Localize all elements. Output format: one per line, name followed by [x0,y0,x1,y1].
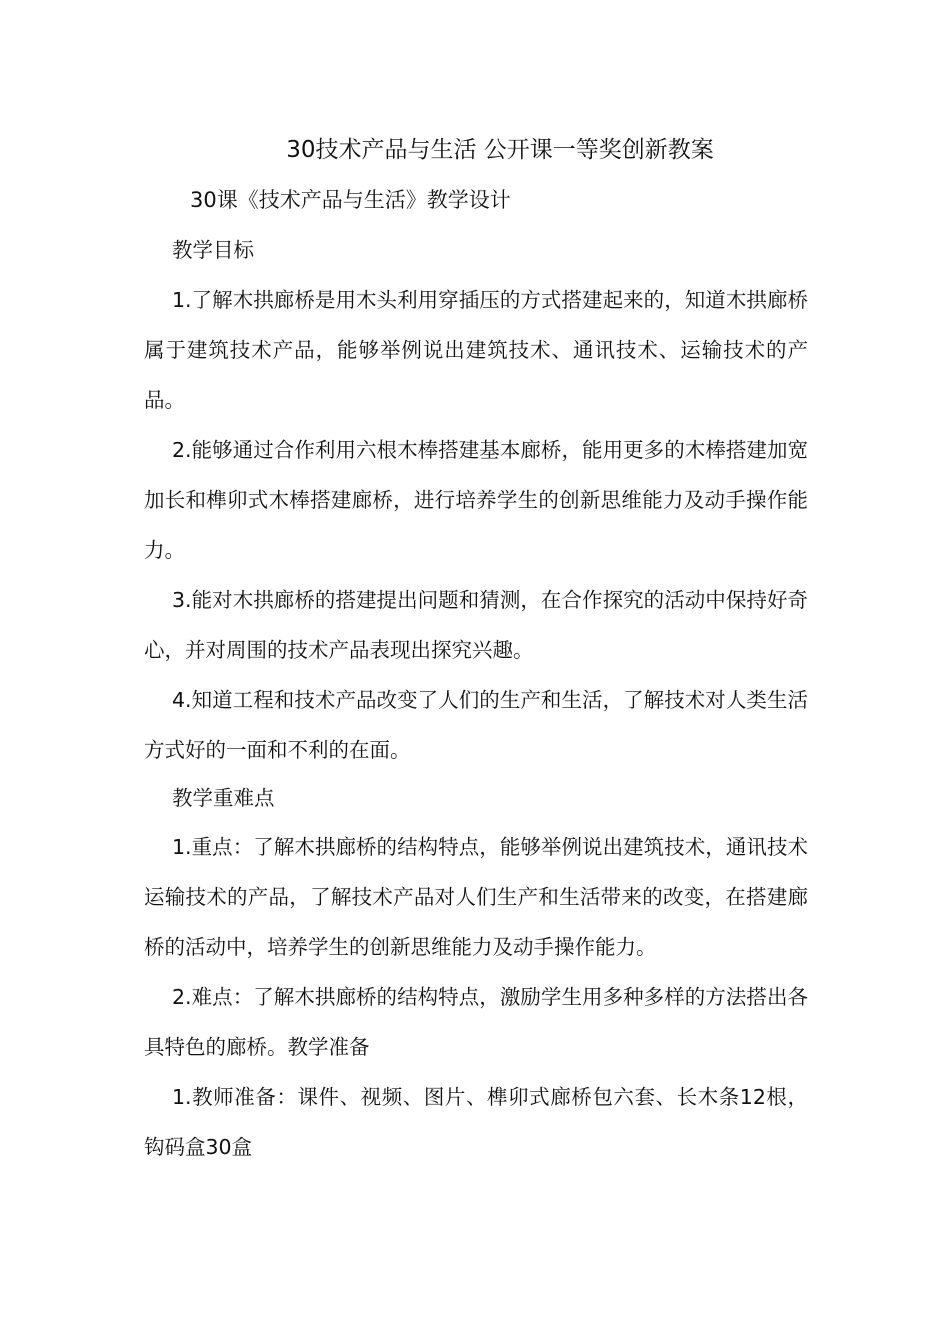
key-points-block [144,822,808,1172]
document-title: 30技术产品与生活 公开课一等奖创新教案 [286,137,714,163]
objective-paragraph-2: 2.能够通过合作利用六根木棒搭建基本廊桥，能用更多的木棒搭建加宽加长和榫卯式木棒搭建廊桥，进行培养学生的创新思维能力及动手操作能力。 [144,438,808,562]
key-point-paragraph-2: 2.难点：了解木拱廊桥的结构特点，激励学生用多种多样的方法搭出各具特色的廊桥。教学准备 [144,985,808,1059]
document-subtitle: 30课《技术产品与生活》教学设计 [190,188,511,212]
objective-paragraph-4: 4.知道工程和技术产品改变了人们的生产和生活，了解技术对人类生活方式好的一面和不利的在面。 [144,688,808,762]
key-point-paragraph-1: 1.重点：了解木拱廊桥的结构特点，能够举例说出建筑技术，通讯技术运输技术的产品，了解技术产品对人们生产和生活带来的改变，在搭建廊桥的活动中，培养学生的创新思维能力及动手操作能力。 [144,835,808,959]
preparation-paragraph-1: 1.教师准备：课件、视频、图片、榫卯式廊桥包六套、长木条12根，钩码盒30盒 [144,1085,808,1159]
objective-paragraph-1: 1.了解木拱廊桥是用木头利用穿插压的方式搭建起来的，知道木拱廊桥属于建筑技术产品，能够举例说出建筑技术、通讯技术、运输技术的产品。 [144,288,808,412]
section-heading-key-points: 教学重难点 [172,786,275,810]
section-heading-objectives: 教学目标 [172,238,254,262]
objective-paragraph-3: 3.能对木拱廊桥的搭建提出问题和猜测，在合作探究的活动中保持好奇心，并对周围的技术产品表现出探究兴趣。 [144,588,808,662]
objectives-block [144,275,808,775]
